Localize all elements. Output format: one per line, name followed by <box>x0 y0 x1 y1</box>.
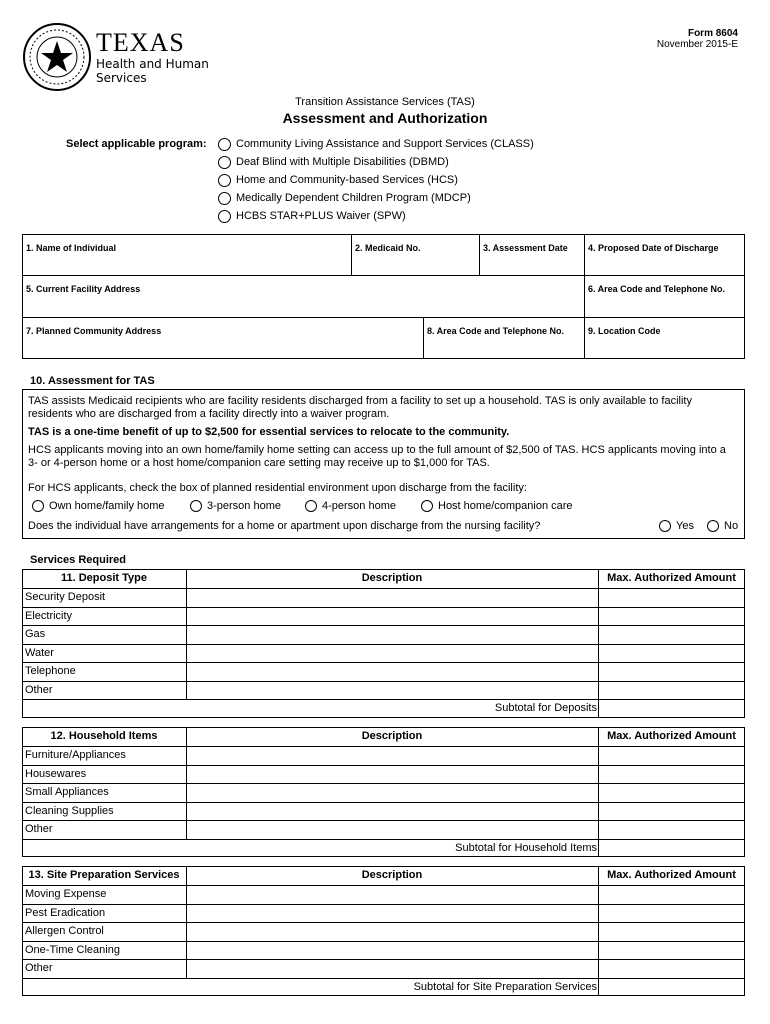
description-input[interactable] <box>187 886 597 903</box>
table-row-label: Cleaning Supplies <box>25 804 114 817</box>
program-option-dbmd[interactable]: Deaf Blind with Multiple Disabilities (DBMD) <box>218 155 449 169</box>
amount-input[interactable] <box>599 663 744 680</box>
description-input[interactable] <box>187 821 597 838</box>
env-option-host-home[interactable]: Host home/companion care <box>421 499 573 513</box>
table-row-label: Housewares <box>25 767 87 780</box>
description-input[interactable] <box>187 942 597 959</box>
table-row-label: Security Deposit <box>25 591 106 603</box>
radio-icon[interactable] <box>218 138 231 151</box>
table-row-label: One-Time Cleaning <box>25 943 120 956</box>
radio-icon[interactable] <box>190 500 202 512</box>
form-number-block <box>657 28 738 50</box>
amount-input[interactable] <box>599 803 744 820</box>
field-facility-telephone[interactable]: 6. Area Code and Telephone No. <box>584 275 745 318</box>
amount-input[interactable] <box>599 784 744 801</box>
description-input[interactable] <box>187 766 597 783</box>
env-option-3-person[interactable]: 3-person home <box>190 499 281 513</box>
description-header: Description <box>361 869 423 881</box>
table-row-label: Gas <box>25 628 46 640</box>
table-row-label: Water <box>25 646 54 659</box>
table-row-label: Telephone <box>25 665 76 677</box>
field-location-code[interactable]: 9. Location Code <box>584 317 745 359</box>
table-row-label: Furniture/Appliances <box>25 749 126 761</box>
arrangements-no[interactable]: No <box>707 519 738 533</box>
services-heading: Services Required <box>30 554 126 566</box>
radio-icon[interactable] <box>218 174 231 187</box>
amount-input[interactable] <box>599 821 744 838</box>
assessment-heading: 10. Assessment for TAS <box>30 375 155 387</box>
field-assessment-date[interactable]: 3. Assessment Date <box>479 234 585 276</box>
logo-agency-text <box>96 57 209 85</box>
max-amount-header: Max. Authorized Amount <box>607 730 736 742</box>
form-date: November 2015-E <box>656 39 738 50</box>
form-title: Assessment and Authorization <box>282 110 488 126</box>
description-input[interactable] <box>187 626 597 643</box>
table-row-label: Moving Expense <box>25 888 107 900</box>
amount-input[interactable] <box>599 589 744 606</box>
deposits-type-header: 11. Deposit Type <box>61 572 147 584</box>
table-row-label: Other <box>25 962 53 974</box>
subtotal-label: Subtotal for Deposits <box>494 702 597 714</box>
logo-texas-text: TEXAS <box>96 28 185 57</box>
logo-line-1: Health and Human <box>96 57 209 71</box>
amount-input[interactable] <box>599 905 744 922</box>
amount-input[interactable] <box>599 960 744 977</box>
amount-input[interactable] <box>599 747 744 764</box>
amount-input[interactable] <box>599 942 744 959</box>
description-header: Description <box>361 572 423 584</box>
assessment-text-3a: HCS applicants moving into an own home/family home setting can access up to the full amount of $2,500 of TAS. HCS applicants moving into a <box>28 444 726 456</box>
amount-input[interactable] <box>599 608 744 625</box>
table-row-label: Small Appliances <box>25 786 109 798</box>
description-header: Description <box>361 730 423 742</box>
assessment-text-4: For HCS applicants, check the box of planned residential environment upon discharge from the facility: <box>28 482 527 494</box>
description-input[interactable] <box>187 747 597 764</box>
texas-seal-logo <box>22 22 92 92</box>
subtotal-amount-input[interactable] <box>599 979 744 996</box>
amount-input[interactable] <box>599 682 744 699</box>
description-input[interactable] <box>187 645 597 662</box>
radio-icon[interactable] <box>421 500 433 512</box>
program-label: Select applicable program: <box>66 138 207 150</box>
description-input[interactable] <box>187 608 597 625</box>
program-option-spw[interactable]: HCBS STAR+PLUS Waiver (SPW) <box>218 209 406 223</box>
subtotal-label: Subtotal for Household Items <box>455 841 597 854</box>
max-amount-header: Max. Authorized Amount <box>607 869 736 881</box>
max-amount-header: Max. Authorized Amount <box>607 572 736 584</box>
description-input[interactable] <box>187 784 597 801</box>
table-row-label: Other <box>25 683 53 696</box>
radio-icon[interactable] <box>218 156 231 169</box>
description-input[interactable] <box>187 803 597 820</box>
env-option-4-person[interactable]: 4-person home <box>305 499 396 513</box>
program-option-mdcp[interactable]: Medically Dependent Children Program (MDCP) <box>218 191 471 205</box>
site-preparation-type-header: 13. Site Preparation Services <box>28 869 180 881</box>
table-row-label: Electricity <box>25 609 73 622</box>
assessment-text-3b: 3- or 4-person home or a host home/companion care setting may receive up to $1,000 for TAS. <box>28 457 490 469</box>
logo-line-2: Services <box>96 71 147 85</box>
field-proposed-discharge-date[interactable]: 4. Proposed Date of Discharge <box>584 234 745 276</box>
radio-icon[interactable] <box>305 500 317 512</box>
description-input[interactable] <box>187 589 597 606</box>
description-input[interactable] <box>187 960 597 977</box>
program-option-hcs[interactable]: Home and Community-based Services (HCS) <box>218 173 458 187</box>
radio-icon[interactable] <box>32 500 44 512</box>
description-input[interactable] <box>187 905 597 922</box>
field-medicaid-no[interactable]: 2. Medicaid No. <box>351 234 480 276</box>
amount-input[interactable] <box>599 886 744 903</box>
assessment-benefit-text: TAS is a one-time benefit of up to $2,500 for essential services to relocate to the community. <box>28 426 510 438</box>
assessment-text-1a: TAS assists Medicaid recipients who are facility residents discharged from a facility to set up a household. TAS is only available to facility <box>28 395 692 407</box>
env-option-own-home[interactable]: Own home/family home <box>32 499 165 513</box>
arrangements-yes[interactable]: Yes <box>659 519 694 533</box>
radio-icon[interactable] <box>707 520 719 532</box>
subtotal-amount-input[interactable] <box>599 700 744 717</box>
amount-input[interactable] <box>599 766 744 783</box>
description-input[interactable] <box>187 663 597 680</box>
field-community-telephone[interactable]: 8. Area Code and Telephone No. <box>423 317 585 359</box>
assessment-text-1b: residents who are discharged from a facility directly into a waiver program. <box>28 408 390 420</box>
field-current-facility-address[interactable]: 5. Current Facility Address <box>22 275 585 318</box>
description-input[interactable] <box>187 923 597 940</box>
table-row-label: Allergen Control <box>25 925 104 937</box>
radio-icon[interactable] <box>218 192 231 205</box>
subtotal-label: Subtotal for Site Preparation Services <box>413 980 597 993</box>
table-row-label: Other <box>25 823 53 835</box>
field-planned-community-address[interactable]: 7. Planned Community Address <box>22 317 424 359</box>
subtotal-amount-input[interactable] <box>599 840 744 857</box>
arrangements-question: Does the individual have arrangements for a home or apartment upon discharge from the nursing facility? <box>28 520 541 532</box>
amount-input[interactable] <box>599 923 744 940</box>
household-items-type-header: 12. Household Items <box>50 730 158 742</box>
field-name-of-individual[interactable]: 1. Name of Individual <box>22 234 352 276</box>
radio-icon[interactable] <box>659 520 671 532</box>
program-option-class[interactable]: Community Living Assistance and Support Services (CLASS) <box>218 137 534 151</box>
form-number: Form 8604 <box>687 28 738 39</box>
radio-icon[interactable] <box>218 210 231 223</box>
amount-input[interactable] <box>599 626 744 643</box>
description-input[interactable] <box>187 682 597 699</box>
table-row-label: Pest Eradication <box>25 906 106 919</box>
amount-input[interactable] <box>599 645 744 662</box>
form-subtitle: Transition Assistance Services (TAS) <box>295 96 475 108</box>
